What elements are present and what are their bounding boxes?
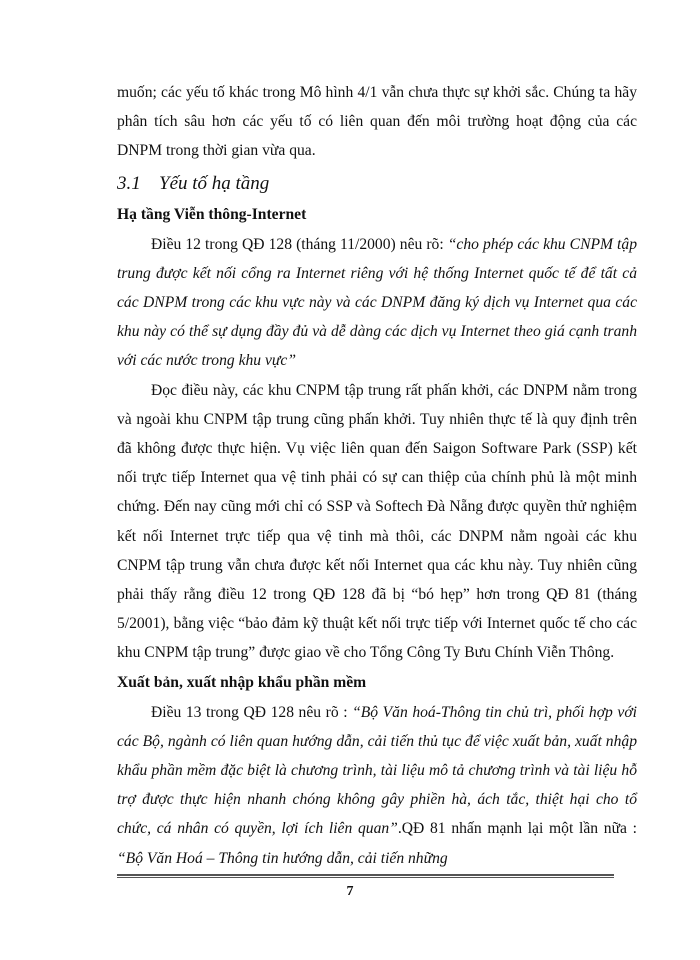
decision-81-quote: “Bộ Văn Hoá – Thông tin hướng dẫn, cải tiến những — [117, 849, 448, 867]
section-title: Yếu tố hạ tầng — [159, 172, 270, 194]
article-13-mid: .QĐ 81 nhấn mạnh lại một lần nữa : — [397, 820, 637, 838]
intro-paragraph: muốn; các yếu tố khác trong Mô hình 4/1 vẫn chưa thực sự khởi sắc. Chúng ta hãy phân tích sâu hơn các yếu tố có liên quan đến môi trường hoạt động của các DNPM trong thời gian vừa qua. — [117, 84, 637, 160]
article-13-lead: Điều 13 trong QĐ 128 nêu rõ : — [151, 703, 353, 721]
article-12-lead: Điều 12 trong QĐ 128 (tháng 11/2000) nêu rõ: — [151, 235, 448, 253]
section-number: 3.1 — [117, 172, 141, 194]
subsection-heading-telecom: Hạ tầng Viễn thông-Internet — [117, 205, 307, 223]
analysis-paragraph: Đọc điều này, các khu CNPM tập trung rất phấn khởi, các DNPM nằm trong và ngoài khu CNPM tập trung cũng phấn khởi. Tuy nhiên thực tế là quy định trên đã không được thực hiện. Vụ việc liên quan đến Saigon Software Park (SSP) kết nối trực tiếp Internet qua vệ tinh phải có sự can thiệp của chính phủ là một minh chứng. Đến nay cũng mới chỉ có SSP và Softech Đà Nẵng được quyền thử nghiệm kết nối Internet trực tiếp qua vệ tinh mà thôi, các DNPM nằm ngoài các khu CNPM tập trung vẫn chưa được kết nối Internet qua các khu này. Tuy nhiên cũng phải thấy rằng điều 12 trong QĐ 128 đã bị “bó hẹp” hơn trong QĐ 81 (tháng 5/2001), bằng việc “bảo đảm kỹ thuật kết nối trực tiếp với Internet quốc tế cho các khu CNPM tập trung” được giao về cho Tổng Công Ty Bưu Chính Viễn Thông. — [117, 381, 637, 662]
article-12-paragraph — [117, 230, 637, 376]
subsection-heading-publishing: Xuất bản, xuất nhập khẩu phần mềm — [117, 673, 367, 691]
page-number: 7 — [346, 884, 354, 899]
article-13-quote: “Bộ Văn hoá-Thông tin chủ trì, phối hợp với các Bộ, ngành có liên quan hướng dẫn, cải tiến thủ tục để việc xuất bản, xuất nhập khẩu phần mềm đặc biệt là chương trình, tài liệu mô tả chương trình và tài liệu hỗ trợ được thực hiện nhanh chóng không gây phiền hà, ách tắc, thiệt hại cho tổ chức, cá nhân có quyền, lợi ích liên quan” — [117, 703, 637, 838]
document-page — [117, 78, 637, 873]
article-13-paragraph — [117, 698, 637, 873]
footer-divider — [117, 874, 614, 878]
article-12-quote: “cho phép các khu CNPM tập trung được kết nối cổng ra Internet riêng với hệ thống Internet quốc tế để tất cả các DNPM trong các khu vực này và các DNPM đăng ký dịch vụ Internet qua các khu này có thể sự dụng đầy đủ và dễ dàng các dịch vụ Internet theo giá cạnh tranh với các nước trong khu vực” — [117, 235, 637, 370]
section-heading — [117, 166, 637, 200]
